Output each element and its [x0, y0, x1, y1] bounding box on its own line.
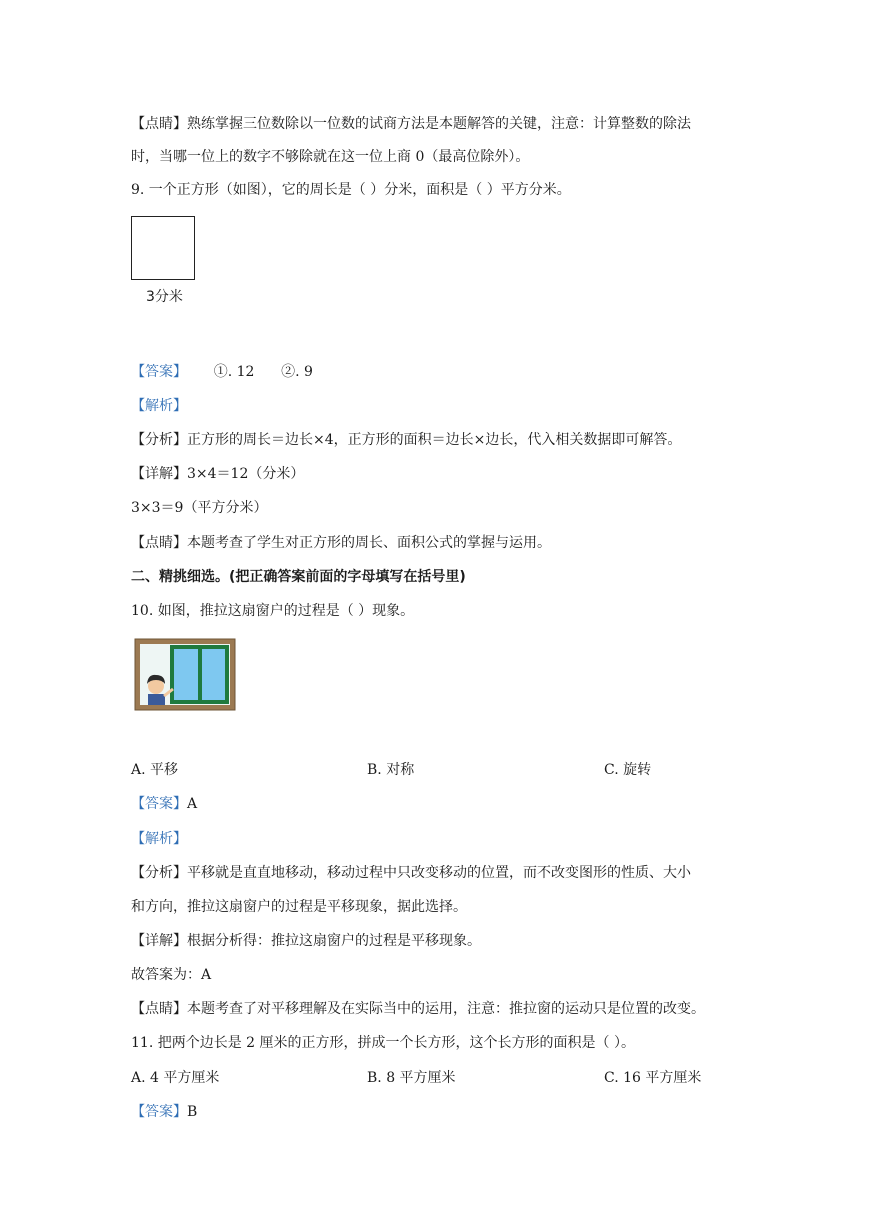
q10-analysis-tag: 【解析】: [131, 831, 187, 847]
q11-answer: [131, 1102, 197, 1122]
dianjing-text: 本题考查了对平移理解及在实际当中的运用，注意：推拉窗的运动只是位置的改变。: [187, 1001, 705, 1017]
q9-fenxi: [131, 430, 681, 450]
fenxi-tag: 【分析】: [131, 865, 187, 881]
question-9: 9. 一个正方形（如图），它的周长是（ ）分米，面积是（ ）平方分米。: [131, 182, 571, 198]
q9-analysis-tag: 【解析】: [131, 398, 187, 414]
section-2-title: 二、精挑细选。(把正确答案前面的字母填写在括号里): [131, 569, 466, 585]
dianjing-tag: 【点睛】: [131, 1001, 187, 1017]
fenxi-text: 正方形的周长＝边长×4，正方形的面积＝边长×边长，代入相关数据即可解答。: [187, 432, 682, 448]
q10-fenxi-line-2: 和方向，推拉这扇窗户的过程是平移现象，据此选择。: [131, 899, 467, 915]
q10-conclusion: 故答案为：A: [131, 967, 212, 983]
q10-option-c: C. 旋转: [604, 762, 652, 778]
q10-option-a: A. 平移: [131, 762, 179, 778]
q10-fenxi: [131, 863, 691, 883]
dianjing-line-2: 时，当哪一位上的数字不够除就在这一位上商 0（最高位除外）。: [131, 149, 530, 165]
q10-option-b: B. 对称: [367, 762, 415, 778]
q10-xiangjie: [131, 931, 481, 951]
q10-dianjing: [131, 999, 705, 1019]
square-side-label: 3分米: [146, 289, 183, 305]
xiangjie-text: 根据分析得：推拉这扇窗户的过程是平移现象。: [187, 933, 481, 949]
dianjing-tag: 【点睛】: [131, 116, 187, 132]
answer-text: A: [187, 796, 198, 812]
dianjing-line-1: [131, 114, 691, 134]
answer-tag: 【答案】: [131, 364, 187, 380]
answer-tag: 【答案】: [131, 1104, 187, 1120]
dianjing-tag: 【点睛】: [131, 535, 187, 551]
question-10: 10. 如图，推拉这扇窗户的过程是（ ）现象。: [131, 603, 415, 619]
window-illustration: [134, 638, 236, 711]
q10-answer: [131, 794, 197, 814]
xiangjie-tag: 【详解】: [131, 466, 187, 482]
answer-text: ①. 12 ②. 9: [187, 364, 313, 380]
answer-tag: 【答案】: [131, 796, 187, 812]
xiangjie-tag: 【详解】: [131, 933, 187, 949]
q11-option-a: A. 4 平方厘米: [131, 1070, 220, 1086]
q9-xiangjie: [131, 464, 304, 484]
dianjing-text: 本题考查了学生对正方形的周长、面积公式的掌握与运用。: [187, 535, 551, 551]
answer-text: B: [187, 1104, 198, 1120]
xiangjie-text: 3×4＝12（分米）: [187, 466, 305, 482]
q9-answer: [131, 362, 313, 382]
fenxi-tag: 【分析】: [131, 432, 187, 448]
q11-option-b: B. 8 平方厘米: [367, 1070, 456, 1086]
q9-xiangjie-line-2: 3×3＝9（平方分米）: [131, 500, 268, 516]
dianjing-text: 熟练掌握三位数除以一位数的试商方法是本题解答的关键，注意：计算整数的除法: [187, 116, 691, 132]
q9-dianjing: [131, 533, 551, 553]
question-11: 11. 把两个边长是 2 厘米的正方形，拼成一个长方形，这个长方形的面积是（ ）。: [131, 1035, 635, 1051]
fenxi-text: 平移就是直直地移动，移动过程中只改变移动的位置，而不改变图形的性质、大小: [187, 865, 691, 881]
q11-option-c: C. 16 平方厘米: [604, 1070, 702, 1086]
square-figure: [131, 216, 195, 280]
